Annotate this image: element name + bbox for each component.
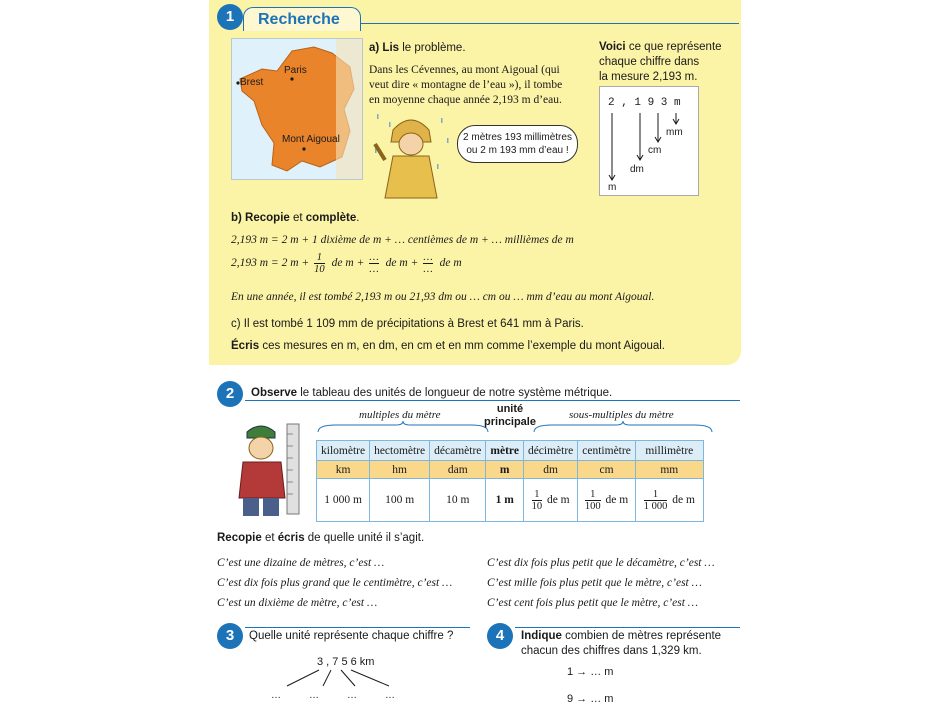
sous-multiples-brace [532, 421, 714, 433]
table-abbr-row [317, 461, 704, 479]
speech-bubble: 2 mètres 193 millimètres ou 2 m 193 mm d’eau ! [457, 125, 578, 163]
voici-text: Voici ce que représente chaque chiffre dans la mesure 2,193 m. [599, 41, 722, 83]
question-a-heading: a) Lis le problème. [369, 42, 466, 54]
section-4-title: Indique combien de mètres représente chacun des chiffres dans 1,329 km. [521, 630, 722, 657]
fraction: $\frac{1}{10}$ [531, 488, 543, 512]
table-value-row [317, 479, 704, 522]
fraction: $\frac{\dots}{\dots}$ [423, 252, 433, 275]
map-label-paris: Paris [284, 65, 307, 76]
section-3-rule [245, 627, 470, 628]
section-2-instruction: Recopie et écris de quelle unité il s’agit. [217, 532, 425, 544]
statement: C’est mille fois plus petit que le mètre, c’est … [487, 577, 702, 589]
statement: C’est cent fois plus petit que le mètre, c’est … [487, 597, 698, 609]
table-cell: 100 m [370, 479, 430, 522]
section-4-line-2: 9 → … m [567, 693, 614, 705]
table-cell: kilomètre [317, 441, 370, 461]
header-rule [359, 23, 739, 24]
statement: C’est dix fois plus petit que le décamètre, c’est … [487, 557, 715, 569]
table-cell: dam [430, 461, 486, 479]
question-b-heading: b) Recopie et complète. [231, 212, 360, 224]
digit-arrows [600, 87, 700, 197]
france-map [231, 38, 363, 180]
table-cell: $\frac{1}{100}$ de m [578, 479, 636, 522]
section-2-title: Observe le tableau des unités de longueur de notre système métrique. [251, 387, 613, 399]
right-statements [487, 553, 715, 613]
table-cell: $\frac{1}{1 000}$ de m [635, 479, 703, 522]
table-cell: $\frac{1}{10}$ de m [523, 479, 577, 522]
question-c-instruction: Écris ces mesures en m, en dm, en cm et en mm comme l’exemple du mont Aigoual. [231, 340, 666, 352]
digit-value: 2 , 1 9 3 m [608, 97, 681, 109]
question-c: c) Il est tombé 1 109 mm de précipitations à Brest et 641 mm à Paris. [231, 318, 584, 330]
section-number-2: 2 [217, 381, 243, 407]
unit-mm: mm [666, 127, 683, 138]
table-cell: décamètre [430, 441, 486, 461]
section-number-4: 4 [487, 623, 513, 649]
section-4-line-1: 1 → … m [567, 666, 614, 678]
unite-principale-label: unité principale [484, 403, 536, 428]
boy-with-ruler-illustration [229, 418, 311, 518]
fraction: $\frac{\dots}{\dots}$ [369, 252, 379, 275]
left-statements [217, 553, 452, 613]
multiples-label: multiples du mètre [359, 409, 441, 421]
fraction: $\frac{1}{100}$ [584, 488, 601, 512]
statement: C’est un dixième de mètre, c’est … [217, 597, 378, 609]
section-number-1: 1 [217, 4, 243, 30]
table-cell: 1 000 m [317, 479, 370, 522]
table-cell: mètre [486, 441, 524, 461]
section-3-arrows [269, 668, 409, 692]
unit-dm: dm [630, 164, 644, 175]
digit-decomposition-box [599, 86, 699, 196]
textbook-page [209, 0, 741, 712]
fraction: $\frac{1}{1 000}$ [643, 488, 668, 512]
table-cell: centimètre [578, 441, 636, 461]
table-cell: km [317, 461, 370, 479]
map-label-brest: Brest [240, 77, 264, 88]
table-cell: dm [523, 461, 577, 479]
table-cell: cm [578, 461, 636, 479]
equation-line-1: 2,193 m = 2 m + 1 dixième de m + … centièmes de m + … millièmes de m [231, 234, 574, 246]
table-header-row [317, 441, 704, 461]
france-map-shape [232, 39, 363, 180]
section-4-rule [515, 627, 740, 628]
problem-text: Dans les Cévennes, au mont Aigoual (qui veut dire « montagne de l’eau »), il tombe en moyenne chaque année 2,193 m d’eau. [369, 64, 563, 106]
unit-m: m [608, 182, 617, 193]
unit-cm: cm [648, 145, 662, 156]
table-cell: 10 m [430, 479, 486, 522]
statement: C’est dix fois plus grand que le centimètre, c’est … [217, 577, 453, 589]
multiples-brace [316, 421, 491, 433]
table-cell: hm [370, 461, 430, 479]
table-cell: 1 m [486, 479, 524, 522]
equation-line-3: En une année, il est tombé 2,193 m ou 21,93 dm ou … cm ou … mm d’eau au mont Aigoual. [231, 291, 655, 303]
fraction: $\frac{1}{10}$ [314, 252, 325, 275]
rain-character-illustration [371, 108, 453, 200]
section-3-dots: … … … … [271, 690, 395, 701]
equation-line-2: 2,193 m = 2 m + $\frac{1}{10}$ de m + $\frac{\dots}{\dots}$ de m + $\frac{\dots}{\dots}$ de m [231, 252, 462, 275]
table-cell: mm [635, 461, 703, 479]
table-cell: décimètre [523, 441, 577, 461]
section-3-question: Quelle unité représente chaque chiffre ? [249, 630, 454, 642]
section-number-3: 3 [217, 623, 243, 649]
section-3-value: 3 , 7 5 6 km [317, 656, 375, 668]
metric-units-table [316, 440, 704, 522]
statement: C’est une dizaine de mètres, c’est … [217, 557, 385, 569]
recherche-tab: Recherche [243, 7, 361, 31]
table-cell: hectomètre [370, 441, 430, 461]
table-cell: m [486, 461, 524, 479]
map-label-aigoual: Mont Aigoual [282, 134, 340, 145]
sous-multiples-label: sous-multiples du mètre [569, 409, 674, 421]
table-cell: millimètre [635, 441, 703, 461]
